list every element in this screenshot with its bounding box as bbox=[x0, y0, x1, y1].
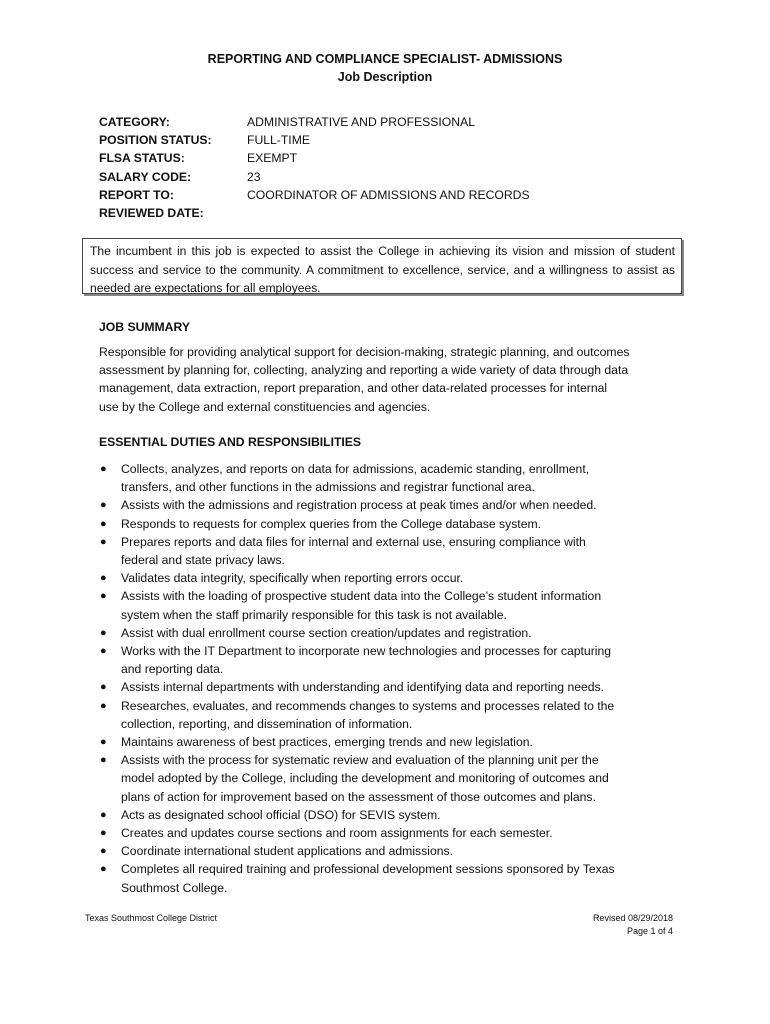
duty-item bbox=[99, 842, 679, 860]
bullet-icon: ● bbox=[100, 463, 107, 475]
footer-revised-date: Revised 08/29/2018 bbox=[592, 913, 673, 923]
duty-item bbox=[99, 697, 679, 733]
duty-line: Collects, analyzes, and reports on data for admissions, academic standing, enrollment, bbox=[121, 462, 590, 476]
job-summary-heading: JOB SUMMARY bbox=[99, 320, 190, 334]
duty-line: Maintains awareness of best practices, emerging trends and new legislation. bbox=[121, 735, 533, 750]
duty-line: Creates and updates course sections and room assignments for each semester. bbox=[121, 826, 553, 841]
meta-label: FLSA STATUS: bbox=[99, 151, 185, 166]
bullet-icon: ● bbox=[100, 845, 107, 858]
duty-item bbox=[99, 624, 679, 642]
footer-institution: Texas Southmost College District bbox=[85, 913, 218, 923]
duty-line: Assists internal departments with understanding and identifying data and reporting needs. bbox=[121, 680, 605, 695]
meta-row-position-status bbox=[99, 131, 530, 149]
duty-item bbox=[99, 569, 679, 587]
bullet-icon: ● bbox=[100, 645, 107, 658]
meta-row-reviewed-date bbox=[99, 204, 530, 222]
bullet-icon: ● bbox=[100, 699, 107, 712]
meta-value: COORDINATOR OF ADMISSIONS AND RECORDS bbox=[247, 187, 530, 202]
duty-item bbox=[99, 642, 679, 678]
duty-line: Responds to requests for complex queries from the College database system. bbox=[121, 516, 542, 531]
duty-line: Completes all required training and professional development sessions sponsored by Texas bbox=[121, 862, 615, 877]
bullet-icon: ● bbox=[100, 517, 107, 530]
duty-item bbox=[99, 533, 679, 569]
mission-statement-box: The incumbent in this job is expected to assist the College in achieving its vision and mission of student success and service to the community. A commitment to excellence, service, and a willingness to assist as needed are expectations for all employees. bbox=[82, 238, 682, 294]
meta-row-salary-code bbox=[99, 168, 530, 186]
footer-page-number: Page 1 of 4 bbox=[626, 925, 673, 936]
bullet-icon: ● bbox=[100, 827, 107, 840]
duty-item bbox=[99, 860, 679, 896]
duty-item bbox=[99, 587, 679, 623]
duty-line: system when the staff primarily responsible for this task is not available. bbox=[121, 607, 507, 622]
bullet-icon: ● bbox=[100, 572, 107, 585]
duty-line: transfers, and other functions in the admissions and registrar functional area. bbox=[121, 480, 535, 495]
bullet-icon: ● bbox=[100, 626, 107, 639]
meta-value: EXEMPT bbox=[247, 151, 298, 166]
bullet-icon: ● bbox=[100, 863, 107, 876]
meta-label: CATEGORY: bbox=[99, 115, 170, 129]
footer-revision-block bbox=[593, 912, 673, 937]
duty-line: plans of action for improvement based on the assessment of those outcomes and plans. bbox=[121, 789, 596, 804]
job-summary-text bbox=[99, 343, 675, 416]
summary-line: management, data extraction, report preparation, and other data-related processes for internal bbox=[99, 381, 608, 396]
duty-line: model adopted by the College, including the development and monitoring of outcomes and bbox=[121, 771, 609, 786]
meta-row-report-to bbox=[99, 186, 530, 204]
duty-item bbox=[99, 678, 679, 696]
duty-item bbox=[99, 733, 679, 751]
duty-item bbox=[99, 806, 679, 824]
position-details bbox=[99, 113, 530, 222]
duty-line: Works with the IT Department to incorporate new technologies and processes for capturing bbox=[121, 644, 612, 659]
duty-line: and reporting data. bbox=[121, 662, 224, 677]
bullet-icon: ● bbox=[100, 535, 107, 548]
duties-heading: ESSENTIAL DUTIES AND RESPONSIBILITIES bbox=[99, 435, 362, 449]
meta-label: REPORT TO: bbox=[99, 187, 174, 202]
duty-line: Validates data integrity, specifically when reporting errors occur. bbox=[121, 571, 464, 586]
duty-line: Assists with the process for systematic review and evaluation of the planning unit per the bbox=[121, 753, 599, 768]
duty-line: Researches, evaluates, and recommends changes to systems and processes related to the bbox=[121, 698, 615, 713]
meta-value: ADMINISTRATIVE AND PROFESSIONAL bbox=[247, 115, 475, 129]
bullet-icon: ● bbox=[100, 681, 107, 694]
duty-line: Assists with the admissions and registration process at peak times and/or when needed. bbox=[121, 498, 597, 513]
summary-line: use by the College and external constituencies and agencies. bbox=[99, 399, 431, 414]
duty-line: Prepares reports and data files for internal and external use, ensuring compliance with bbox=[121, 534, 586, 549]
meta-row-flsa-status bbox=[99, 149, 530, 167]
duty-line: Southmost College. bbox=[121, 880, 228, 895]
duty-line: Acts as designated school official (DSO) for SEVIS system. bbox=[121, 807, 441, 822]
duty-item bbox=[99, 751, 679, 806]
duty-item bbox=[99, 460, 679, 496]
meta-value: FULL-TIME bbox=[247, 133, 310, 148]
duty-item bbox=[99, 824, 679, 842]
duty-line: federal and state privacy laws. bbox=[121, 553, 285, 568]
duty-item bbox=[99, 515, 679, 533]
bullet-icon: ● bbox=[100, 499, 107, 512]
meta-row-category bbox=[99, 113, 530, 131]
meta-label: SALARY CODE: bbox=[99, 169, 192, 184]
duty-line: collection, reporting, and dissemination of information. bbox=[121, 716, 413, 731]
summary-line: assessment by planning for, collecting, analyzing and reporting a wide variety of data through data bbox=[99, 363, 629, 378]
bullet-icon: ● bbox=[100, 754, 107, 767]
meta-value: 23 bbox=[247, 169, 261, 184]
summary-line: Responsible for providing analytical support for decision-making, strategic planning, and outcomes bbox=[99, 345, 630, 359]
duty-line: Coordinate international student applications and admissions. bbox=[121, 844, 453, 859]
document-title-block bbox=[0, 50, 770, 86]
duty-item bbox=[99, 496, 679, 514]
duty-line: Assist with dual enrollment course section creation/updates and registration. bbox=[121, 625, 532, 640]
document-subtitle: Job Description bbox=[337, 70, 433, 84]
bullet-icon: ● bbox=[100, 590, 107, 603]
duty-line: Assists with the loading of prospective student data into the College’s student information bbox=[121, 589, 602, 604]
duties-list bbox=[99, 460, 679, 897]
bullet-icon: ● bbox=[100, 736, 107, 749]
document-title: REPORTING AND COMPLIANCE SPECIALIST- ADMISSIONS bbox=[207, 52, 563, 66]
meta-label: REVIEWED DATE: bbox=[99, 205, 204, 220]
bullet-icon: ● bbox=[100, 808, 107, 821]
meta-label: POSITION STATUS: bbox=[99, 133, 212, 148]
